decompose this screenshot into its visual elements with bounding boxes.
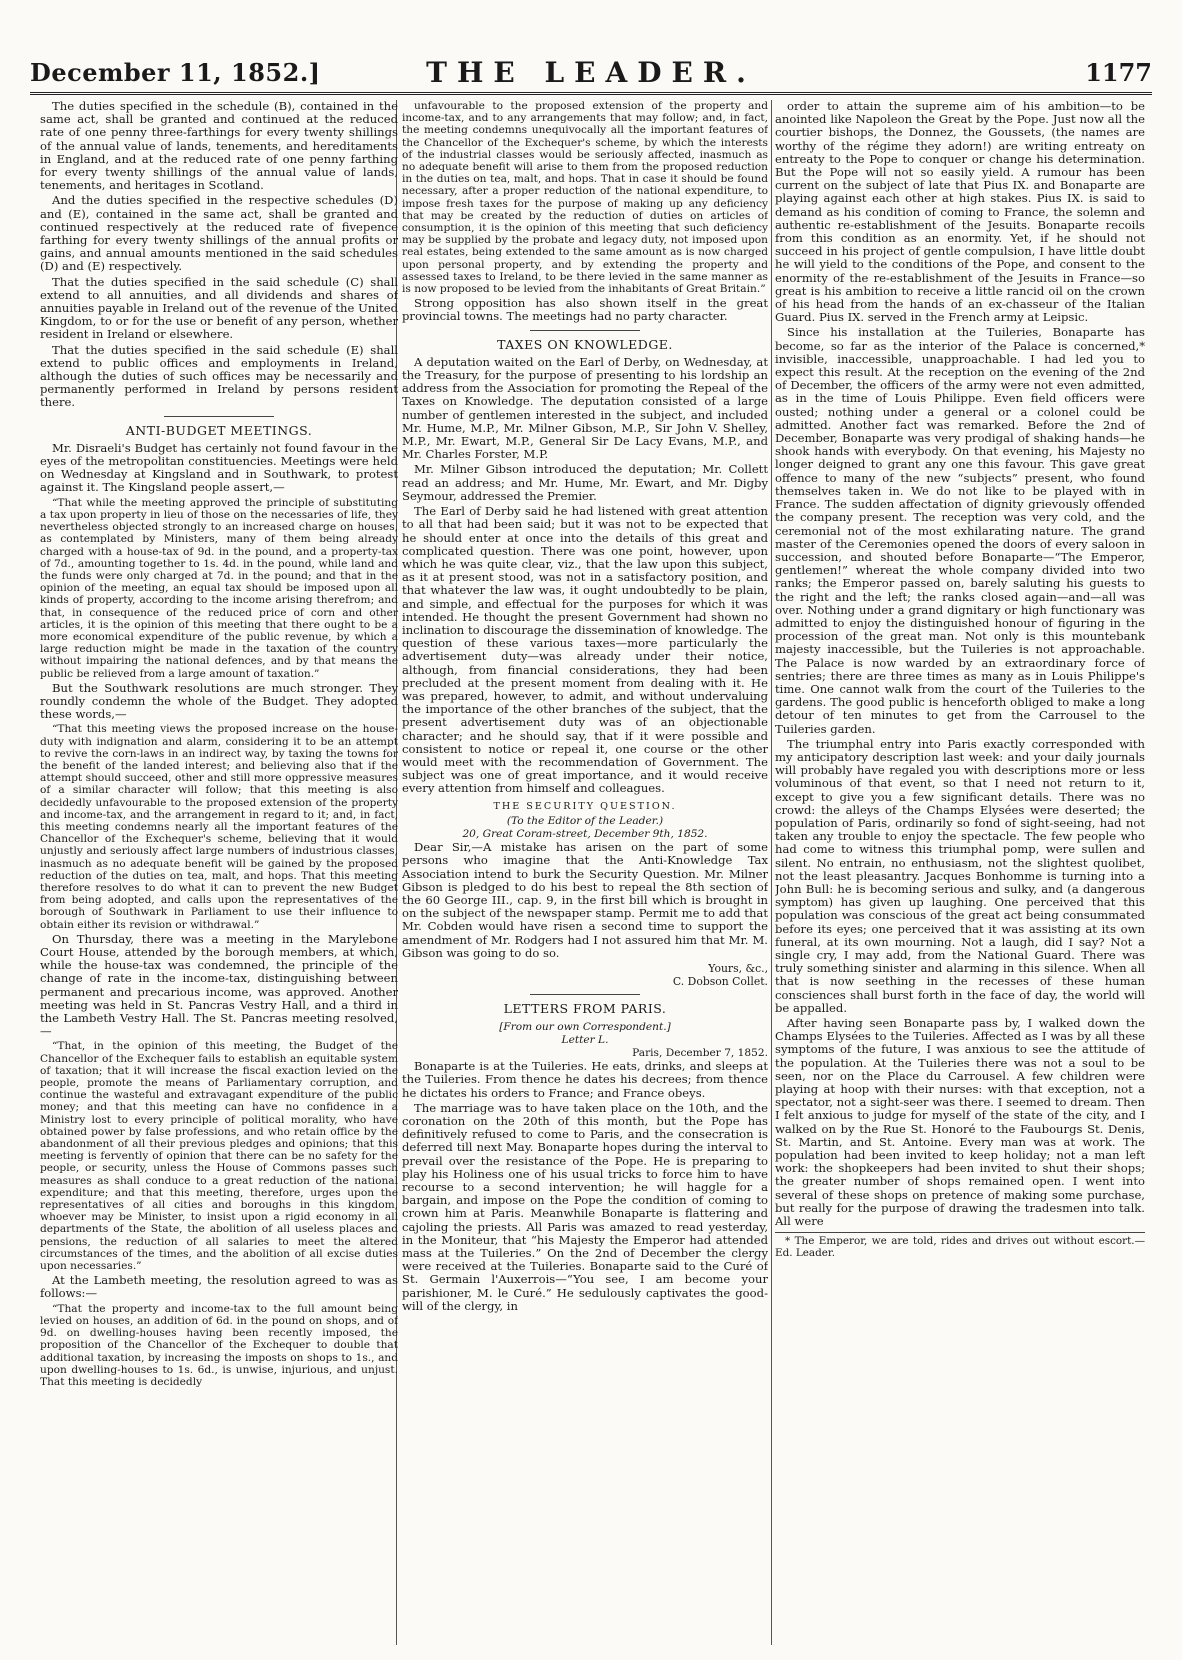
paragraph: A deputation waited on the Earl of Derby, on Wednesday, at the Treasury, for the purpose of presenting to his lordship an address from the Association for promoting the Repeal of the Taxes on Knowledge. The deputation consisted of a large number of gentlemen interested in the subject, and included Mr. Hume, M.P., Mr. Milner Gibson, M.P., Sir John V. Shelley, M.P., Mr. Ewart, M.P., General Sir De Lacy Evans, M.P., and Mr. Charles Forster, M.P.: [402, 354, 768, 462]
masthead: [30, 50, 1152, 95]
to-editor-line: (To the Editor of the Leader.): [506, 814, 664, 827]
column-1: [40, 100, 398, 1645]
section-heading-anti-budget: ANTI-BUDGET MEETINGS.: [125, 422, 313, 438]
newspaper-title: THE LEADER.: [426, 56, 756, 89]
paragraph: order to attain the supreme aim of his ambition—to be anointed like Napoleon the Great by the Pope. Just now all the courtier bishops, the Donnez, the Goussets, (the names are worthy of the régime they adorn!) are writing entreaty on entreaty to the Pope to conquer or change his determination. But the Pope will not so easily yield. A rumour has been current on the subject of late that Pius IX. and Bonaparte are playing against each other at high stakes. Pius IX. is said to demand as his condition of coming to France, the solemn and authentic re-establishment of the Jesuits. Bonaparte recoils from this condition as an enormity. Yet, if he should not succeed in his project of gentle compulsion, I have little doubt he will yield to the conditions of the Pope, and consent to the enormity of the re-establishment of the Jesuits in France—so great is his ambition to receive a little rancid oil on the crown of his head from the hands of an ex-chasseur of the Italian Guard. Pius IX. served in the French army at Leipsic.: [775, 100, 1145, 325]
paragraph: After having seen Bonaparte pass by, I walked down the Champs Elysées to the Tuileries. Affected as I was by all these symptoms of the future, I was anxious to see the attitude of the population. At the Tuileries there was not a soul to be seen, nor on the Place du Carrousel. A few children were playing at hoop with their nurses: with that exception, not a spectator, not a sight-seer was there. I seemed to dream. Then I felt anxious to judge for myself of the state of the city, and I walked on by the Rue St. Honoré to the Faubourgs St. Denis, St. Martin, and St. Antoine. Every man was at work. The population had been invited to keep holiday; not a man left work: the shopkeepers had been invited to shut their shops; the greater number of shops remained open. I went into several of these shops on pretence of making some purchase, but really for the purpose of drawing the tradesmen into talk. All were: [775, 1016, 1145, 1229]
section-heading-taxes-on-knowledge: TAXES ON KNOWLEDGE.: [497, 336, 673, 352]
quoted-resolution: “That the property and income-tax to the full amount being levied on houses, an addition of 6d. in the pound on shops, and of 9d. on dwelling-houses having been recently imposed, the proposition of the Chancellor of the Exchequer to double that additional taxation, by increasing the imposts on shops to 1s., and upon dwelling-houses to 1s. 6d., is unwise, injurious, and unjust. That this meeting is decidedly: [40, 1302, 398, 1388]
column-divider: [771, 100, 772, 1645]
subheading-security-question: THE SECURITY QUESTION.: [493, 800, 677, 812]
paragraph: That the duties specified in the said schedule (E) shall extend to public offices and employments in Ireland, although the duties of such offices may be necessarily and permanently performed in Ireland by persons resident there.: [40, 342, 398, 410]
section-heading-letters-from-paris: LETTERS FROM PARIS.: [503, 1001, 667, 1017]
paragraph: That the duties specified in the said schedule (C) shall extend to all annuities, and all dividends and shares of annuities payable in Ireland out of the revenue of the United Kingdom, to or for the use or benefit of any person, whether resident in Ireland or elsewhere.: [40, 274, 398, 342]
letter-number: Letter L.: [561, 1033, 609, 1046]
paragraph: The duties specified in the schedule (B), contained in the same act, shall be granted and continued at the reduced rate of one penny three-farthings for every twenty shillings of the annual value of lands, tenements, and hereditaments in England, and at the reduced rate of one penny farthing for every twenty shillings of the annual value of lands, tenements, and heritages in Scotland.: [40, 100, 398, 193]
paragraph: The Earl of Derby said he had listened with great attention to all that had been said; but it was not to be expected that he should enter at once into the details of this great and complicated question. There was one point, however, upon which he was quite clear, viz., that the law upon this subject, as it at present stood, was not in a satisfactory position, and that whatever the law was, it ought undoubtedly to be plain, and simple, and effectual for the purposes for which it was intended. He thought the present Government had shown no inclination to discourage the dissemination of knowledge. The question of these various taxes—more particularly the advertisement duty—was already under their notice, although, from financial considerations, they had been precluded at the present moment from dealing with it. He was prepared, however, to admit, and without undervaluing the importance of the other branches of the subject, that the present advertisement duty was of an objectionable character; and he should say, that if it were possible and consistent to notice or repeal it, one course or the other would meet with the recommendation of Government. The subject was one of great importance, and it would receive every attention from himself and colleagues.: [402, 504, 768, 796]
quoted-resolution: “That while the meeting approved the principle of substituting a tax upon property in lieu of those on the necessaries of life, they nevertheless objected strongly to an increased charge on houses, as contemplated by Ministers, many of them being already charged with a house-tax of 9d. in the pound, and a property-tax of 7d., amounting together to 1s. 4d. in the pound, while land and the funds were only charged at 7d. in the pound; and that in the opinion of the meeting, an equal tax should be imposed upon all kinds of property, according to the income arising therefrom; and that, in consequence of the reduced price of corn and other articles, it is the opinion of this meeting that there ought to be a more economical expenditure of the public revenue, by which a large reduction might be made in the taxation of the country without impairing the national defences, and by that means the public be relieved from a large amount of taxation.”: [40, 496, 398, 680]
paragraph: On Thursday, there was a meeting in the Marylebone Court House, attended by the borough members, at which, while the house-tax was condemned, the principle of the change of rate in the income-tax, distinguishing between permanent and precarious income, was approved. Another meeting was held in St. Pancras Vestry Hall, and a third in the Lambeth Vestry Hall. The St. Pancras meeting resolved,—: [40, 931, 398, 1039]
paragraph: And the duties specified in the respective schedules (D) and (E), contained in the same act, shall be granted and continued respectively at the reduced rate of fivepence farthing for every twenty shillings of the annual profits or gains, and annual amounts mentioned in the said schedules (D) and (E) respectively.: [40, 193, 398, 274]
quoted-resolution: “That, in the opinion of this meeting, the Budget of the Chancellor of the Exchequer fails to establish an equitable system of taxation; that it will increase the fiscal exaction levied on the people, promote the means of Parliamentary corruption, and continue the wasteful and extravagant expenditure of the public money; and that this meeting can have no confidence in a Ministry lost to every principle of political morality, who have obtained power by false professions, and who retain office by the abandonment of all their previous pledges and opinions; that this meeting is fervently of opinion that there can be no safety for the people, or security, unless the House of Commons passes such measures as shall conduce to a great reduction of the national expenditure; and that this meeting, therefore, urges upon the representatives of all cities and boroughs in this kingdom, whoever may be Minister, to insist upon a rigid economy in all departments of the State, the abolition of all useless places and pensions, the reduction of all salaries to meet the altered circumstances of the times, and the abolition of all excise duties upon necessaries.”: [40, 1040, 398, 1273]
article-columns: [30, 100, 1152, 1645]
letter-address: 20, Great Coram-street, December 9th, 1852.: [462, 827, 708, 840]
paragraph: At the Lambeth meeting, the resolution agreed to was as follows:—: [40, 1273, 398, 1301]
paragraph: Dear Sir,—A mistake has arisen on the part of some persons who imagine that the Anti-Knowledge Tax Association intend to burk the Security Question. Mr. Milner Gibson is pledged to do his best to repeal the 8th section of the 60 George III., cap. 9, in the first bill which is brought in on the subject of the newspaper stamp. Permit me to add that Mr. Cobden would have risen a second time to support the amendment of Mr. Rodgers had I not assured him that Mr. M. Gibson was going to do so.: [402, 840, 768, 960]
section-rule: [530, 994, 640, 995]
paragraph: The marriage was to have taken place on the 10th, and the coronation on the 20th of this month, but the Pope has definitively refused to come to Paris, and the consecration is deferred till next May. Bonaparte hopes during the interval to prevail over the resistance of the Pope. He is preparing to play his Holiness one of his usual tricks to force him to have recourse to a second intervention; he will haggle for a bargain, and impose on the Pope the condition of coming to crown him at Paris. Meanwhile Bonaparte is flattering and cajoling the priests. All Paris was amazed to read yesterday, in the Moniteur, that “his Majesty the Emperor had attended mass at the Tuileries.” On the 2nd of December the clergy were received at the Tuileries. Bonaparte said to the Curé of St. Germain l'Auxerrois—“You see, I am become your parishioner, M. le Curé.” He sedulously captivates the good-will of the clergy, in: [402, 1100, 768, 1313]
paragraph: Strong opposition has also shown itself in the great provincial towns. The meetings had no party character.: [402, 296, 768, 324]
quoted-resolution: unfavourable to the proposed extension of the property and income-tax, and to any arrangements that may follow; and, in fact, the meeting condemns unequivocally all the important features of the Chancellor of the Exchequer's scheme, by which the interests of the industrial classes would be seriously affected, inasmuch as no adequate benefit will arise to them from the proposed reduction in the duties on tea, malt, and hops. That in case it should be found necessary, after a proper reduction of the national expenditure, to impose fresh taxes for the purpose of making up any deficiency that may be created by the reduction of duties on articles of consumption, it is the opinion of this meeting that such deficiency may be supplied by the probate and legacy duty, not imposed upon real estates, being extended to the same amount as is now charged upon personal property, and by extending the property and assessed taxes to Ireland, to be there levied in the same manner as is now proposed to be levied from the inhabitants of Great Britain.”: [402, 100, 768, 296]
paragraph: The triumphal entry into Paris exactly corresponded with my anticipatory description last week: and your daily journals will probably have regaled you with descriptions more or less voluminous of that event, so that I need not return to it, except to give you a few significant details. There was no crowd: the alleys of the Champs Elysées were deserted; the population of Paris, ordinarily so fond of sight-seeing, had not taken any trouble to enjoy the spectacle. The few people who had come to witness this triumphal pomp, were sullen and silent. No entrain, no enthusiasm, not the slightest quolibet, not the least pleasantry. Jacques Bonhomme is turning into a John Bull: he is becoming serious and sulky, and (a dangerous symptom) has given up laughing. One perceived that this population was conscious of the great act being consummated before its eyes; one perceived that it was assisting at its own funeral, at its own mourning. Not a laugh, did I say? Not a single cry, I may add, from the National Guard. There was truly something sinister and alarming in this silence. When all that is now seething in the recesses of these human consciences shall burst forth in the face of day, the world will be appalled.: [775, 736, 1145, 1015]
letter-signature: C. Dobson Collet.: [672, 975, 768, 989]
dateline: Paris, December 7, 1852.: [632, 1047, 768, 1060]
letter-closing: Yours, &c.,: [708, 962, 768, 975]
paragraph: Mr. Disraeli's Budget has certainly not found favour in the eyes of the metropolitan constituencies. Meetings were held on Wednesday at Kingsland and in Southwark, to protest against it. The Kingsland people assert,—: [40, 440, 398, 495]
footnote: * The Emperor, we are told, rides and drives out without escort.—Ed. Leader.: [775, 1232, 1145, 1259]
paragraph: But the Southwark resolutions are much stronger. They roundly condemn the whole of the Budget. They adopted these words,—: [40, 680, 398, 722]
paragraph: Since his installation at the Tuileries, Bonaparte has become, so far as the interior of the Palace is concerned,* invisible, inaccessible, unapproachable. I had led you to expect this result. At the reception on the evening of the 2nd of December, the officers of the army were not even admitted, as in the time of Louis Philippe. Even field officers were ousted; nothing under a general or a colonel could be admitted. Another fact was remarked. Before the 2nd of December, Bonaparte was very prodigal of shaking hands—he shook hands with everybody. On that evening, his Majesty no longer deigned to grant any one this favour. This gave great offence to many of the new “subjects” present, who found themselves taken in. We do not like to be played with in France. The sudden affectation of dignity grievously offended the company present. The reception was very cold, and the ceremonial not of the most exhilarating nature. The grand master of the Ceremonies opened the doors of every saloon in succession, and shouted before Bonaparte—“The Emperor, gentlemen!” whereat the whole company divided into two ranks; the Emperor passed on, barely saluting his guests to the right and the left; the ranks closed again—and—all was over. Nothing under a grand dignitary or high functionary was admitted to enjoy the distinguished honour of figuring in the procession of the great man. Not only is this mountebank majesty inaccessible, but the Tuileries is not approachable. The Palace is now warded by an extraordinary force of sentries; there are three times as many as in Louis Philippe's time. One cannot walk from the court of the Tuileries to the gardens. The good public is henceforth obliged to make a long detour of ten minutes to get from the Carrousel to the Tuileries garden.: [775, 325, 1145, 736]
correspondent-line: [From our own Correspondent.]: [499, 1020, 671, 1033]
section-rule: [530, 330, 640, 331]
paragraph: Bonaparte is at the Tuileries. He eats, drinks, and sleeps at the Tuileries. From thence he dates his decrees; from thence he dictates his orders to France; and France obeys.: [402, 1059, 768, 1100]
quoted-resolution: “That this meeting views the proposed increase on the house-duty with indignation and alarm, considering it to be an attempt to revive the corn-laws in an indirect way, by taxing the towns for the benefit of the landed interest; and believing also that if the attempt should succeed, other and still more oppressive measures of a similar character will follow; that this meeting is also decidedly unfavourable to the proposed extension of the property and income-tax, and the arrangement in regard to it; and, in fact, this meeting condemns nearly all the important features of the Chancellor of the Exchequer's scheme, believing that it would unjustly and seriously affect large numbers of industrious classes, inasmuch as no adequate benefit will be gained by the proposed reduction of the duties on tea, malt, and hops. That this meeting therefore resolves to do what it can to prevent the new Budget from being adopted, and calls upon the representatives of the borough of Southwark in Parliament to use their influence to obtain either its revision or withdrawal.”: [40, 723, 398, 931]
column-2: [402, 100, 768, 1645]
paragraph: Mr. Milner Gibson introduced the deputation; Mr. Collett read an address; and Mr. Hume, Mr. Ewart, and Mr. Digby Seymour, addressed the Premier.: [402, 462, 768, 503]
issue-date: December 11, 1852.]: [30, 58, 321, 87]
column-3: [775, 100, 1145, 1645]
page-number: 1177: [1085, 58, 1152, 87]
section-rule: [164, 416, 274, 417]
